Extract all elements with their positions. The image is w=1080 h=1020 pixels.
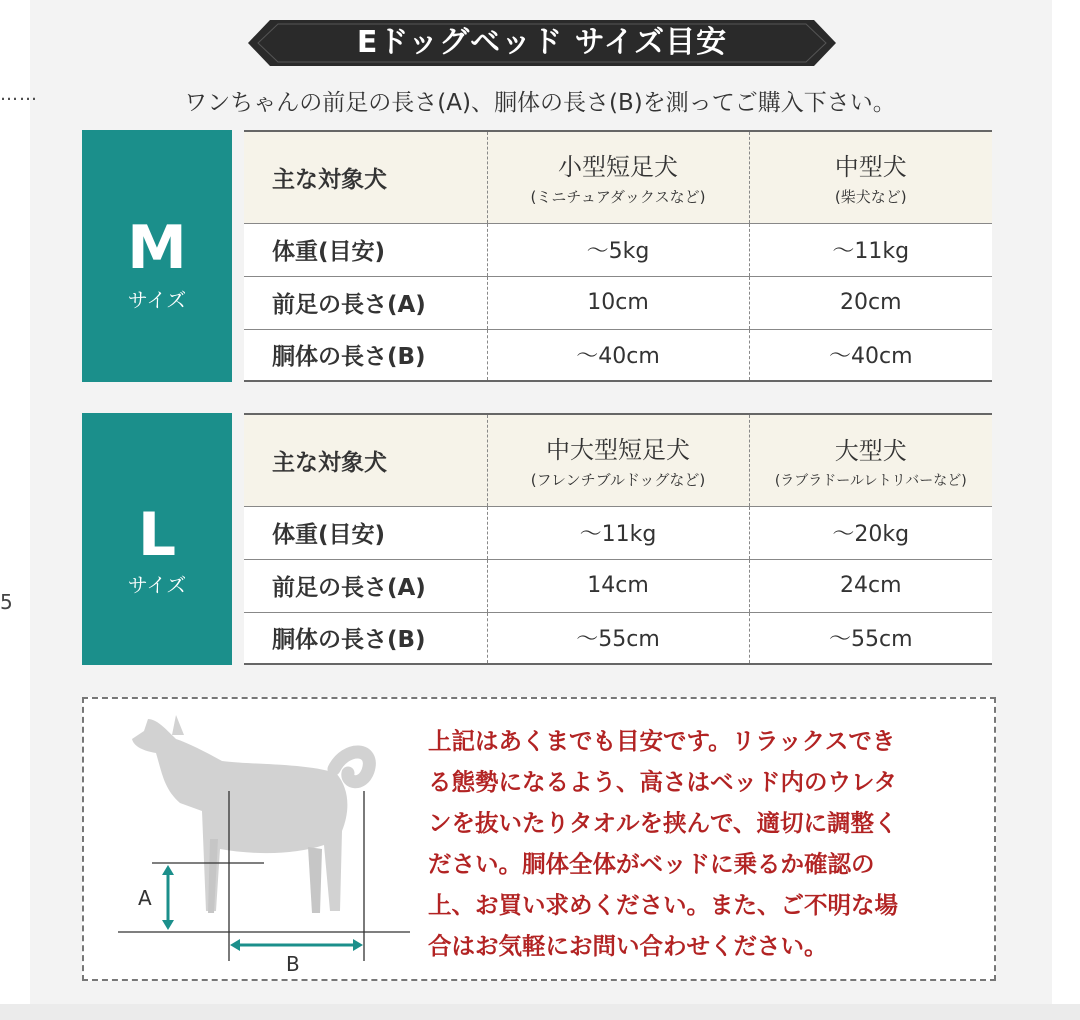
table-cell: 〜11kg [487,506,749,559]
table-cell: 〜55cm [749,612,992,664]
size-label-l [82,413,232,665]
row-label: 胴体の長さ(B) [244,329,487,381]
row-label: 前足の長さ(A) [244,559,487,612]
left-edge-fragment-char: 5 [0,590,13,614]
table-cell: 14cm [487,559,749,612]
table-row [244,276,992,329]
table-row [244,559,992,612]
title-banner [248,20,836,66]
size-letter: M [127,213,187,283]
size-block-m [82,130,992,382]
left-edge-fragment: …… [0,84,38,105]
subtitle: ワンちゃんの前足の長さ(A)、胴体の長さ(B)を測ってご購入下さい。 [184,90,896,116]
notice-text: 上記はあくまでも目安です。リラックスでき る態勢になるよう、高さはベッド内のウレタ ンを抜いたりタオルを挟んで、適切に調整く ださい。胴体全体がベッドに乗るか確認の 上、お買い求めください。また、ご不明な場 合はお気軽にお問い合わせください。 [428,727,898,960]
dog-note: (フレンチブルドッグなど) [530,471,706,490]
size-label-m [82,130,232,382]
spec-table-l [244,413,992,665]
row-label: 主な対象犬 [244,131,487,223]
dog-type: 中型犬 [834,153,907,182]
banner-title: Eドッグベッド サイズ目安 [356,25,728,60]
table-cell: 〜20kg [749,506,992,559]
row-label: 体重(目安) [244,223,487,276]
row-label: 前足の長さ(A) [244,276,487,329]
row-label: 胴体の長さ(B) [244,612,487,664]
table-cell: 10cm [487,276,749,329]
spec-table-m [244,130,992,382]
table-cell: 〜40cm [749,329,992,381]
table-row [244,612,992,664]
dog-note: (柴犬など) [834,188,907,207]
table-cell [749,131,992,223]
size-letter: L [137,500,177,570]
table-cell: 24cm [749,559,992,612]
dog-type: 小型短足犬 [558,153,678,182]
table-row [244,329,992,381]
table-row [244,414,992,506]
notice-box [82,697,996,981]
table-cell: 〜11kg [749,223,992,276]
bottom-strip [0,1004,1080,1020]
size-block-l [82,413,992,665]
dog-measurement-diagram [84,699,424,979]
table-cell [487,131,749,223]
table-cell: 〜5kg [487,223,749,276]
table-row [244,223,992,276]
row-label: 主な対象犬 [244,414,487,506]
label-a: A [138,886,152,910]
dog-note: (ミニチュアダックスなど) [530,188,706,207]
table-cell: 〜40cm [487,329,749,381]
table-row [244,131,992,223]
table-cell [749,414,992,506]
size-suffix: サイズ [127,573,187,597]
table-cell: 20cm [749,276,992,329]
label-b: B [286,952,300,976]
table-cell: 〜55cm [487,612,749,664]
table-row [244,506,992,559]
size-suffix: サイズ [127,288,187,312]
table-cell [487,414,749,506]
row-label: 体重(目安) [244,506,487,559]
dog-note: (ラブラドールレトリバーなど) [774,472,967,489]
dog-type: 中大型短足犬 [546,436,690,465]
dog-type: 大型犬 [834,436,907,465]
